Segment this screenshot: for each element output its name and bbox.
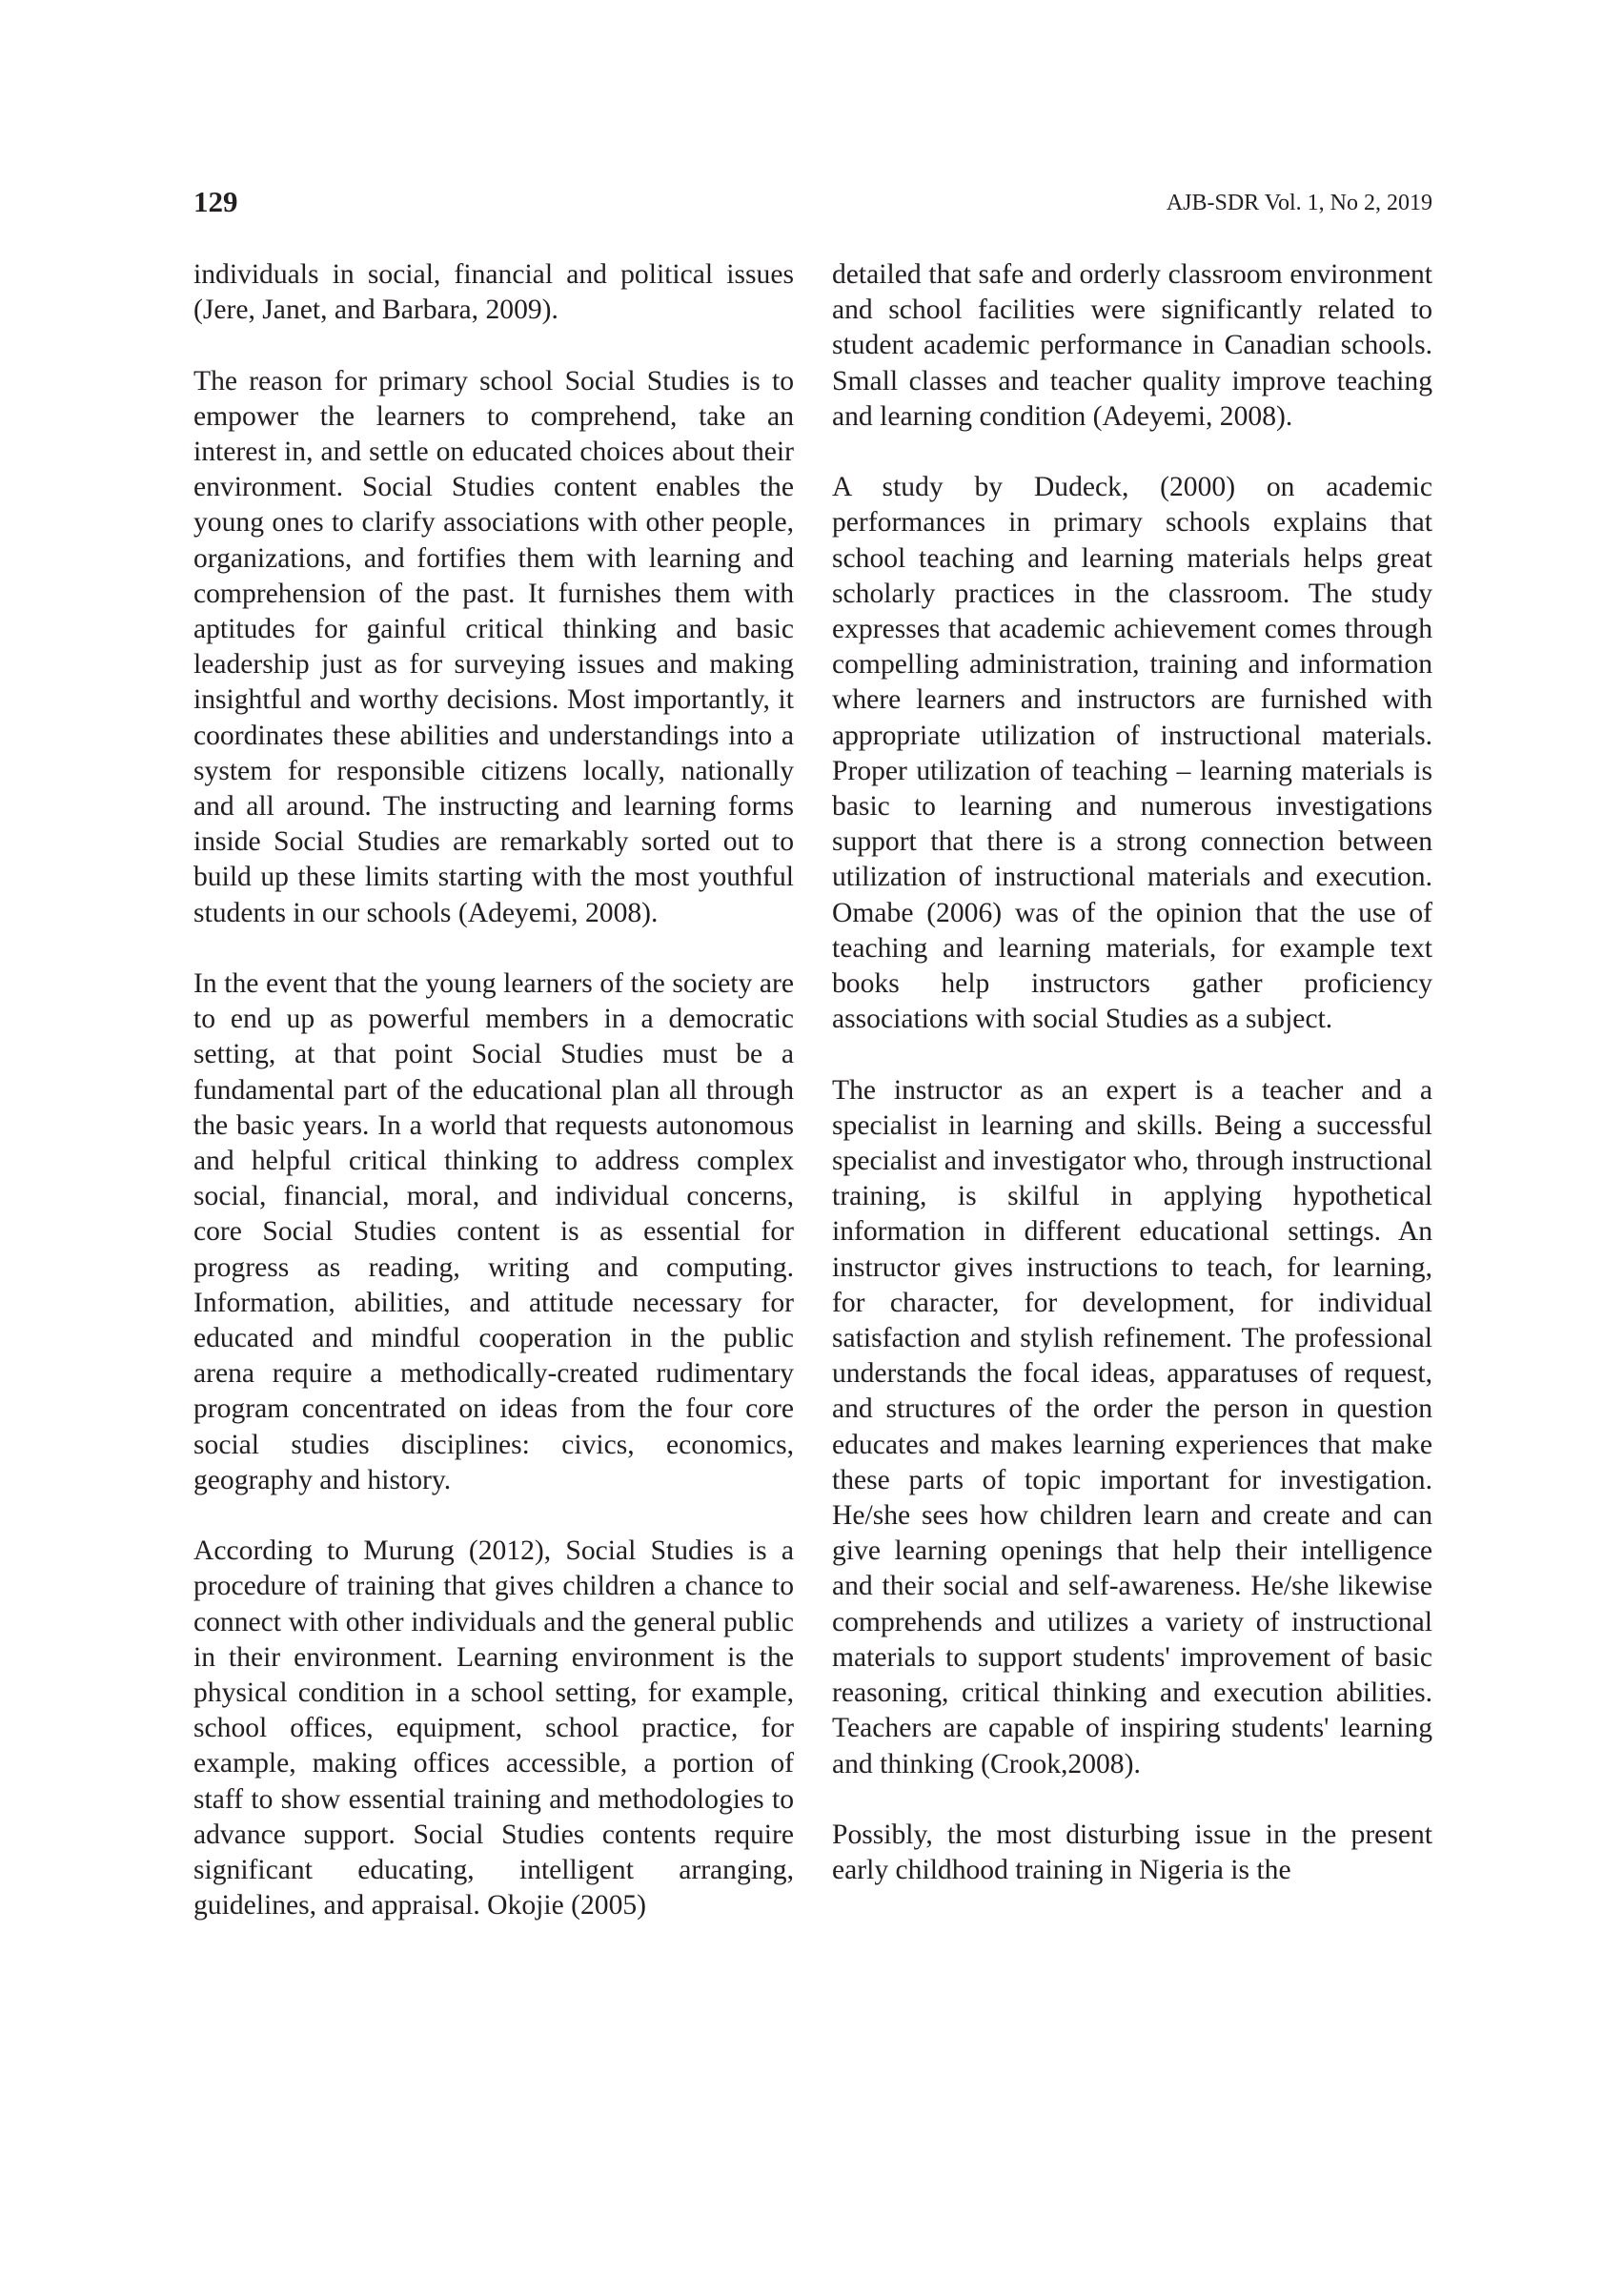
paragraph: A study by Dudeck, (2000) on academic performances in primary schools explains that school teaching and learning materials helps great scholarly practices in the classroom. The study expresses that academic achievement comes through compelling administration, training and information where learners and instructors are furnished with appropriate utilization of instructional materials. Proper utilization of teaching – learning materials is basic to learning and numerous investigations support that there is a strong connection between utilization of instructional materials and execution. Omabe (2006) was of the opinion that the use of teaching and learning materials, for example text books help instructors gather proficiency associations with social Studies as a subject.	[832, 472, 1432, 1035]
paragraph: The reason for primary school Social Studies is to empower the learners to comprehend, take an interest in, and settle on educated choices about their environment. Social Studies content enables the young ones to clarify associations with other people, organizations, and fortifies them with learning and comprehension of the past. It furnishes them with aptitudes for gainful critical thinking and basic leadership just as for surveying issues and making insightful and worthy decisions. Most importantly, it coordinates these abilities and understandings into a system for responsible citizens locally, nationally and all around. The instructing and learning forms inside Social Studies are remarkably sorted out to build up these limits starting with the most youthful students in our schools (Adeyemi, 2008).	[193, 365, 794, 928]
paragraph: Possibly, the most disturbing issue in the present early childhood training in Nigeria is the	[832, 1819, 1432, 1886]
paragraph: According to Murung (2012), Social Studies is a procedure of training that gives children a chance to connect with other individuals and the general public in their environment. Learning environment is the physical condition in a school setting, for example, school offices, equipment, school practice, for example, making offices accessible, a portion of staff to show essential training and methodologies to advance support. Social Studies contents require significant educating, intelligent arranging, guidelines, and appraisal. Okojie (2005)	[193, 1535, 794, 1921]
page-header	[193, 183, 1432, 225]
paragraph: individuals in social, financial and political issues (Jere, Janet, and Barbara, 2009).	[193, 259, 794, 326]
right-column	[832, 257, 1432, 1888]
paragraph: The instructor as an expert is a teacher and a specialist in learning and skills. Being a successful specialist and investigator who, through instructional training, is skilful in applying hypothetical information in different educational settings. An instructor gives instructions to teach, for learning, for character, for development, for individual satisfaction and stylish refinement. The professional understands the focal ideas, apparatuses of request, and structures of the order the person in question educates and makes learning experiences that make these parts of topic important for investigation. He/she sees how children learn and create and can give learning openings that help their intelligence and their social and self-awareness. He/she likewise comprehends and utilizes a variety of instructional materials to support students' improvement of basic reasoning, critical thinking and execution abilities. Teachers are capable of inspiring students' learning and thinking (Crook,2008).	[832, 1074, 1432, 1779]
paragraph: detailed that safe and orderly classroom environment and school facilities were significantly related to student academic performance in Canadian schools. Small classes and teacher quality improve teaching and learning condition (Adeyemi, 2008).	[832, 259, 1432, 432]
paragraph: In the event that the young learners of the society are to end up as powerful members in a democratic setting, at that point Social Studies must be a fundamental part of the educational plan all through the basic years. In a world that requests autonomous and helpful critical thinking to address complex social, financial, moral, and individual concerns, core Social Studies content is as essential for progress as reading, writing and computing. Information, abilities, and attitude necessary for educated and mindful cooperation in the public arena require a methodically-created rudimentary program concentrated on ideas from the four core social studies disciplines: civics, economics, geography and history.	[193, 968, 794, 1495]
journal-running-head: AJB-SDR Vol. 1, No 2, 2019	[1166, 191, 1432, 215]
left-column	[193, 257, 794, 1924]
page-number: 129	[193, 185, 238, 218]
